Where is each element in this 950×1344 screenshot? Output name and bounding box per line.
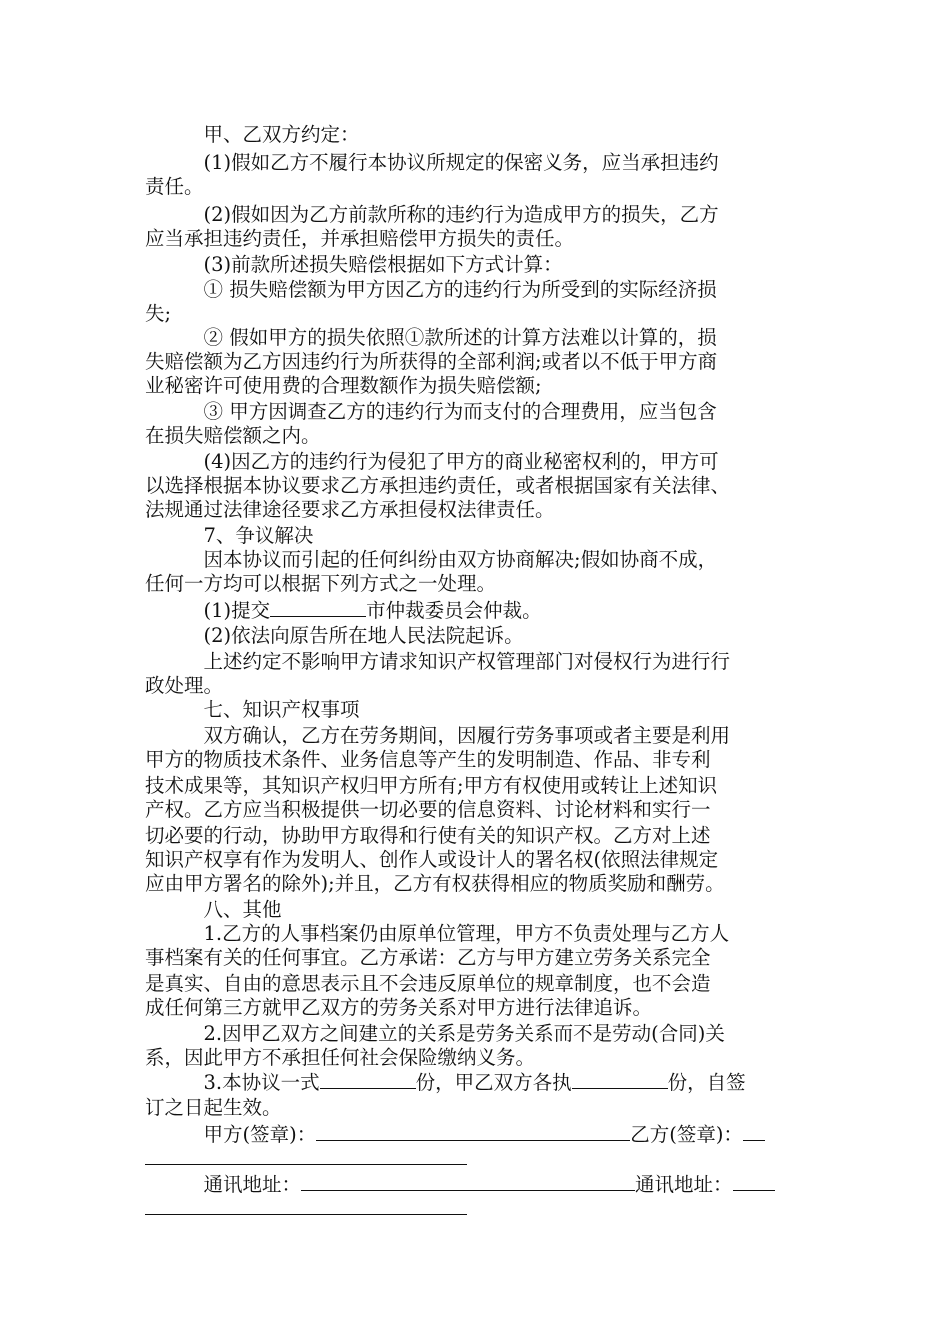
text-line: 在损失赔偿额之内。 [145, 424, 321, 447]
text-segment: 3.本协议一式 [145, 1071, 320, 1094]
text-line: 2.因甲乙双方之间建立的关系是劳务关系而不是劳动(合同)关 [145, 1022, 725, 1045]
arbitration-line [145, 598, 542, 623]
copies-line [145, 1070, 746, 1095]
text-line: 甲方的物质技术条件、业务信息等产生的发明制造、作品、非专利 [145, 748, 711, 771]
text-line: 应由甲方署名的除外);并且，乙方有权获得相应的物质奖励和酬劳。 [145, 872, 725, 895]
text-line: 法规通过法律途径要求乙方承担侵权法律责任。 [145, 498, 555, 521]
party-a-sign-label: 甲方(签章)： [145, 1123, 317, 1146]
text-line: 业秘密许可使用费的合理数额作为损失赔偿额; [145, 374, 542, 397]
text-line: 任何一方均可以根据下列方式之一处理。 [145, 572, 497, 595]
text-line: 双方确认，乙方在劳务期间，因履行劳务事项或者主要是利用 [145, 724, 731, 747]
text-line: 切必要的行动，协助甲方取得和行使有关的知识产权。乙方对上述 [145, 824, 711, 847]
text-line: ② 假如甲方的损失依照①款所述的计算方法难以计算的，损 [145, 326, 717, 349]
text-line: ③ 甲方因调查乙方的违约行为而支付的合理费用，应当包含 [145, 400, 717, 423]
text-line: (2)假如因为乙方前款所称的违约行为造成甲方的损失，乙方 [145, 203, 719, 226]
total-copies-blank[interactable] [320, 1070, 416, 1089]
text-line: 因本协议而引起的任何纠纷由双方协商解决;假如协商不成， [145, 548, 718, 571]
text-line: 失赔偿额为乙方因违约行为所获得的全部利润;或者以不低于甲方商 [145, 350, 718, 373]
text-segment: 份，自签 [667, 1071, 746, 1094]
text-line: 政处理。 [145, 674, 224, 697]
text-line: ① 损失赔偿额为甲方因乙方的违约行为所受到的实际经济损 [145, 278, 717, 301]
text-segment: 份，甲乙双方各执 [415, 1071, 572, 1094]
text-line: 是真实、自由的意思表示且不会违反原单位的规章制度，也不会造 [145, 972, 711, 995]
section-heading: 七、知识产权事项 [145, 698, 360, 721]
text-line: 知识产权享有作为发明人、创作人或设计人的署名权(依照法律规定 [145, 848, 719, 871]
text-line: (2)依法向原告所在地人民法院起诉。 [145, 624, 524, 647]
party-a-sign-blank[interactable] [316, 1122, 630, 1141]
text-line: 1.乙方的人事档案仍由原单位管理，甲方不负责处理与乙方人 [145, 922, 730, 945]
text-segment: (1)提交 [145, 599, 271, 622]
text-line: 应当承担违约责任，并承担赔偿甲方损失的责任。 [145, 227, 575, 250]
text-line: 上述约定不影响甲方请求知识产权管理部门对侵权行为进行行 [145, 650, 731, 673]
text-line: 甲、乙双方约定： [145, 123, 360, 146]
text-segment: 市仲裁委员会仲裁。 [366, 599, 542, 622]
arbitration-city-blank[interactable] [270, 598, 366, 617]
signature-line [145, 1122, 765, 1147]
text-line: 以选择根据本协议要求乙方承担违约责任，或者根据国家有关法律、 [145, 474, 731, 497]
text-line: 订之日起生效。 [145, 1096, 282, 1119]
party-a-address-blank[interactable] [301, 1172, 635, 1191]
text-line: (3)前款所述损失赔偿根据如下方式计算： [145, 253, 563, 276]
text-line: (4)因乙方的违约行为侵犯了甲方的商业秘密权利的，甲方可 [145, 450, 719, 473]
section-heading: 7、争议解决 [145, 524, 314, 547]
party-b-address-label: 通讯地址： [635, 1173, 733, 1196]
text-line: 责任。 [145, 175, 204, 198]
address-line [145, 1172, 775, 1197]
party-a-address-label: 通讯地址： [145, 1173, 302, 1196]
party-b-sign-continuation[interactable] [145, 1164, 467, 1165]
party-b-address-continuation[interactable] [145, 1214, 467, 1215]
text-line: 系，因此甲方不承担任何社会保险缴纳义务。 [145, 1046, 536, 1069]
text-line: 技术成果等，其知识产权归甲方所有;甲方有权使用或转让上述知识 [145, 774, 718, 797]
each-copies-blank[interactable] [572, 1070, 668, 1089]
party-b-sign-label: 乙方(签章)： [630, 1123, 743, 1146]
text-line: 成任何第三方就甲乙双方的劳务关系对甲方进行法律追诉。 [145, 996, 653, 1019]
text-line: (1)假如乙方不履行本协议所规定的保密义务，应当承担违约 [145, 151, 719, 174]
section-heading: 八、其他 [145, 898, 282, 921]
text-line: 产权。乙方应当积极提供一切必要的信息资料、讨论材料和实行一 [145, 798, 711, 821]
party-b-sign-blank[interactable] [743, 1122, 765, 1141]
party-b-address-blank[interactable] [733, 1172, 775, 1191]
text-line: 事档案有关的任何事宜。乙方承诺：乙方与甲方建立劳务关系完全 [145, 946, 711, 969]
text-line: 失; [145, 302, 172, 325]
